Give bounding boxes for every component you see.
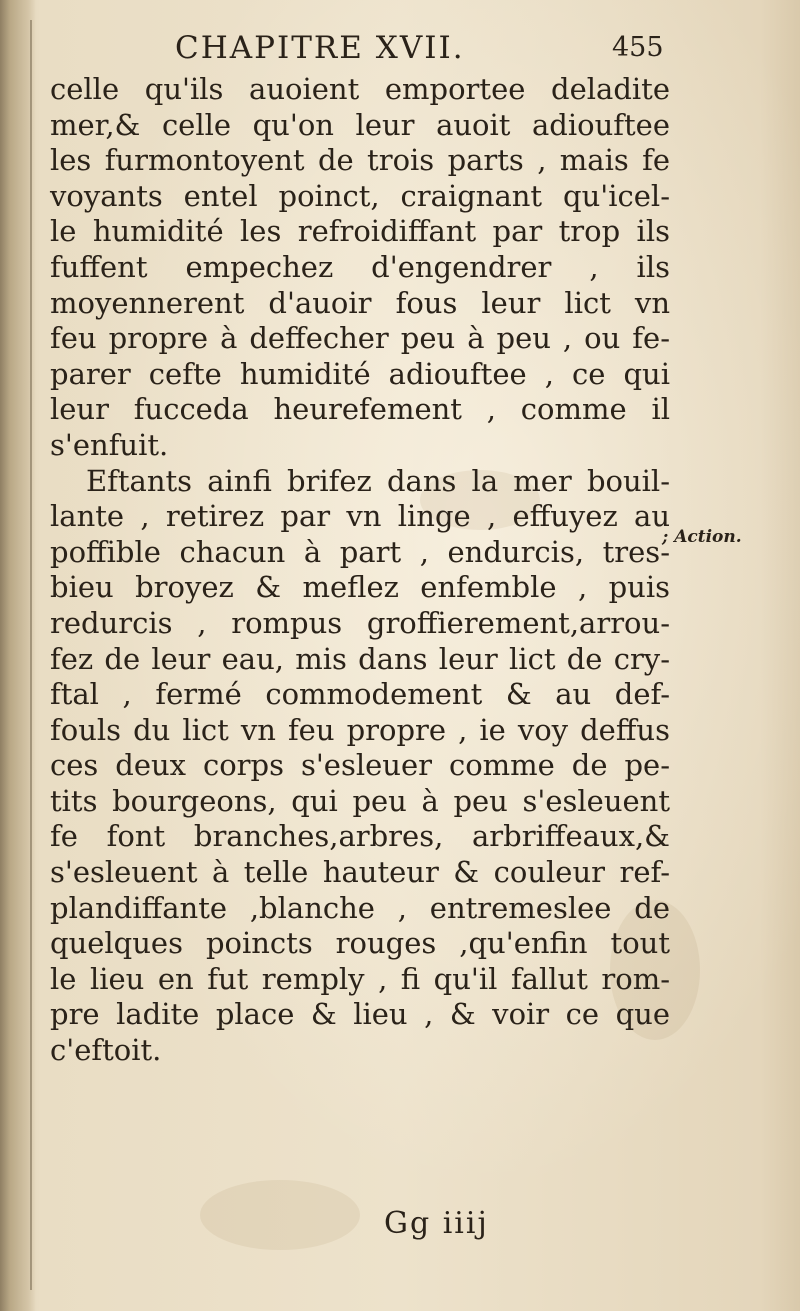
- text-line: s'enfuit.: [50, 427, 169, 462]
- text-line: plandiffante ,blanche , entremeslee de: [50, 890, 670, 925]
- text-line: moyennerent d'auoir fous leur lict vn: [50, 285, 670, 320]
- signature-mark: Gg iiij: [384, 1206, 489, 1241]
- paper-stain: [200, 1180, 360, 1250]
- text-line: fez de leur eau, mis dans leur lict de cry-: [50, 641, 670, 676]
- text-line: feu propre à deffecher peu à peu , ou fe-: [50, 321, 670, 356]
- gutter-shadow-line: [30, 20, 32, 1290]
- text-line: tits bourgeons, qui peu à peu s'esleuent: [50, 783, 670, 818]
- text-line: bieu broyez & meflez enfemble , puis: [50, 570, 670, 605]
- text-line: redurcis , rompus groffierement,arrou-: [50, 605, 670, 640]
- text-line: Eftants ainfi brifez dans la mer bouil-: [86, 463, 670, 498]
- text-line: celle qu'ils auoient emportee deladite: [50, 72, 670, 106]
- text-line: voyants entel poinct, craignant qu'icel-: [50, 178, 670, 213]
- text-line: leur fucceda heurefement , comme il: [50, 392, 670, 427]
- text-line: fouls du lict vn feu propre , ie voy deffus: [50, 712, 670, 747]
- text-line: ces deux corps s'esleuer comme de pe-: [50, 748, 670, 783]
- text-line: ftal , fermé commodement & au def-: [50, 677, 670, 712]
- text-line: le humidité les refroidiffant par trop ils: [50, 214, 670, 249]
- text-line: lante , retirez par vn linge , effuyez au: [50, 499, 670, 534]
- text-line: fuffent empechez d'engendrer , ils: [50, 249, 670, 284]
- text-line: mer,& celle qu'on leur auoit adiouftee: [50, 107, 670, 142]
- text-line: le lieu en fut remply , fi qu'il fallut rom-: [50, 961, 670, 996]
- text-line: poffible chacun à part , endurcis, tres-: [50, 534, 670, 569]
- margin-note: ; Action.: [662, 527, 742, 547]
- text-line: quelques poincts rouges ,qu'enfin tout: [50, 926, 670, 961]
- page-number: 455: [612, 32, 664, 63]
- text-line: les furmontoyent de trois parts , mais fe: [50, 143, 670, 178]
- text-line: pre ladite place & lieu , & voir ce que: [50, 997, 670, 1032]
- text-line: parer cefte humidité adiouftee , ce qui: [50, 356, 670, 391]
- body-text: [50, 72, 670, 1069]
- text-line: s'esleuent à telle hauteur & couleur ref-: [50, 855, 670, 890]
- chapter-heading: CHAPITRE XVII.: [175, 30, 465, 66]
- text-line: fe font branches,arbres, arbriffeaux,&: [50, 819, 670, 854]
- text-line: c'eftoit.: [50, 1033, 162, 1068]
